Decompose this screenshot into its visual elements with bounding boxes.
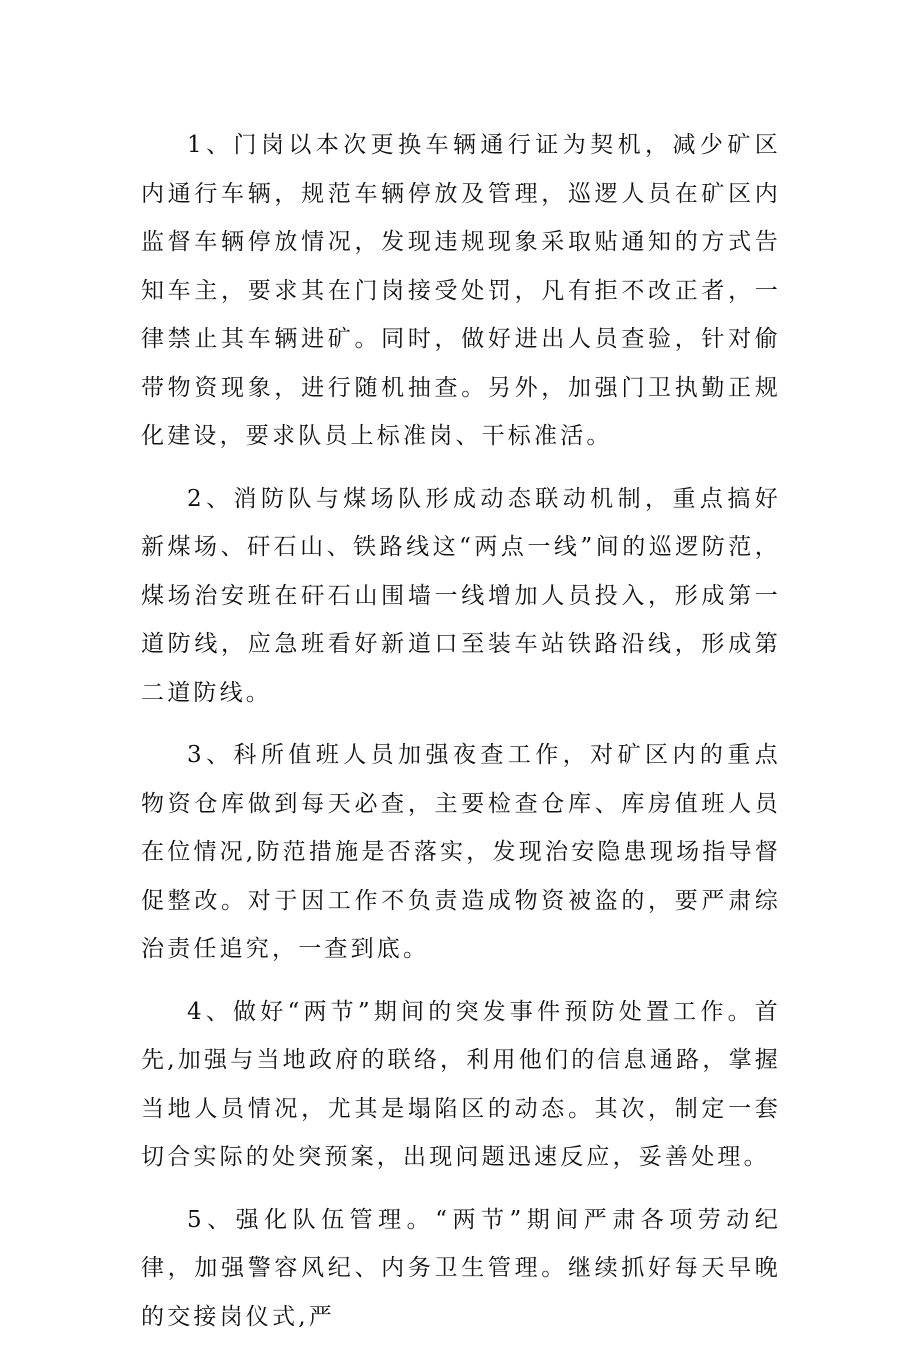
document-body <box>141 121 781 1355</box>
paragraph-4: 4、做好“两节”期间的突发事件预防处置工作。首先,加强与当地政府的联络，利用他们的信息通路，掌握当地人员情况，尤其是塌陷区的动态。其次，制定一套切合实际的处突预案，出现问题迅速反应，妥善处理。 <box>141 998 781 1170</box>
paragraph-2: 2、消防队与煤场队形成动态联动机制，重点搞好新煤场、矸石山、铁路线这“两点一线”间的巡逻防范，煤场治安班在矸石山围墙一线增加人员投入，形成第一道防线，应急班看好新道口至装车站铁路沿线，形成第二道防线。 <box>141 485 781 706</box>
paragraph-3: 3、科所值班人员加强夜查工作，对矿区内的重点物资仓库做到每天必查，主要检查仓库、库房值班人员在位情况,防范措施是否落实，发现治安隐患现场指导督促整改。对于因工作不负责造成物资被盗的，要严肃综治责任追究，一查到底。 <box>141 742 781 962</box>
paragraph-1: 1、门岗以本次更换车辆通行证为契机，减少矿区内通行车辆，规范车辆停放及管理，巡逻人员在矿区内监督车辆停放情况，发现违规现象采取贴通知的方式告知车主，要求其在门岗接受处罚，凡有拒不改正者，一律禁止其车辆进矿。同时，做好进出人员查验，针对偷带物资现象，进行随机抽查。另外，加强门卫执勤正规化建设，要求队员上标准岗、干标准活。 <box>141 132 781 449</box>
paragraph-5: 5、强化队伍管理。“两节”期间严肃各项劳动纪律，加强警容风纪、内务卫生管理。继续抓好每天早晚的交接岗仪式,严 <box>141 1206 781 1330</box>
